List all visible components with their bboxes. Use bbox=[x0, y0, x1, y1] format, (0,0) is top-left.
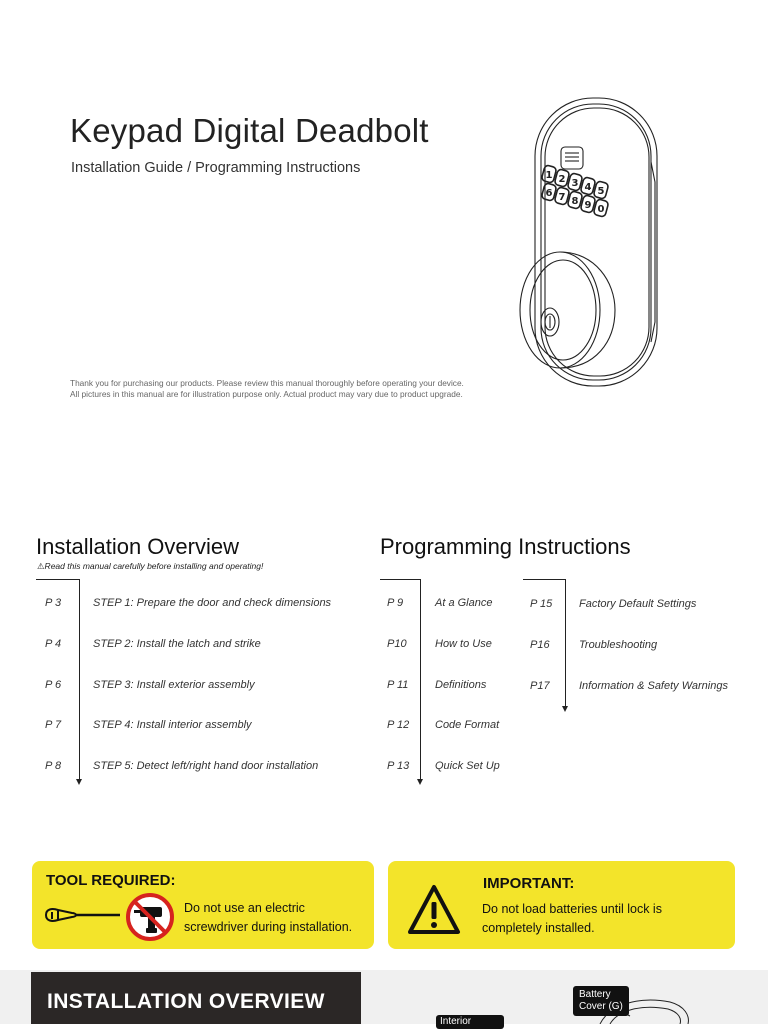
keypad-button-label: 0 bbox=[597, 204, 605, 215]
no-electric-screwdriver-icon bbox=[124, 891, 176, 943]
toc-arrow-line bbox=[420, 579, 421, 780]
keypad-button-label: 3 bbox=[571, 178, 579, 189]
keypad-keys bbox=[541, 165, 609, 218]
keypad-button-label: 2 bbox=[558, 174, 566, 185]
toc-item-label: STEP 2: Install the latch and strike bbox=[93, 637, 261, 650]
page-subtitle: Installation Guide / Programming Instructions bbox=[71, 160, 361, 176]
toc-page-number: P 9 bbox=[387, 597, 404, 609]
important-title: IMPORTANT: bbox=[483, 875, 575, 892]
toc-page-number: P16 bbox=[530, 638, 550, 651]
thank-you-line-2: All pictures in this manual are for illustration purpose only. Actual product may vary due to product upgrade. bbox=[70, 388, 463, 399]
battery-cover-callout bbox=[573, 986, 629, 1016]
toc-page-number: P 6 bbox=[45, 678, 62, 691]
keypad-button-label: 7 bbox=[558, 192, 566, 203]
read-manual-warning: ⚠Read this manual carefully before installing and operating! bbox=[37, 561, 264, 571]
page-title: Keypad Digital Deadbolt bbox=[70, 112, 429, 149]
installation-overview-heading: Installation Overview bbox=[36, 534, 239, 559]
thank-you-note bbox=[70, 378, 464, 399]
tool-required-box bbox=[32, 861, 374, 949]
toc-bracket-top bbox=[523, 579, 565, 580]
battery-cover-callout-line-1: Battery bbox=[579, 989, 611, 1000]
battery-cover-callout-line-2: Cover (G) bbox=[579, 1001, 623, 1012]
keypad-button-label: 9 bbox=[584, 200, 592, 211]
toc-page-number: P 7 bbox=[45, 719, 62, 732]
toc-page-number: P 4 bbox=[45, 637, 62, 650]
keypad-button-label: 4 bbox=[584, 182, 592, 193]
toc-item-label: Definitions bbox=[435, 678, 487, 691]
toc-page-number: P 8 bbox=[45, 760, 62, 773]
tool-warning-line-1: Do not use an electric bbox=[184, 901, 305, 915]
important-text bbox=[482, 900, 662, 938]
important-line-1: Do not load batteries until lock is bbox=[482, 902, 662, 916]
toc-page-number: P 15 bbox=[530, 598, 553, 610]
toc-bracket-top bbox=[380, 579, 420, 580]
toc-item-label: Factory Default Settings bbox=[579, 598, 697, 610]
toc-item-label: STEP 5: Detect left/right hand door installation bbox=[93, 760, 319, 773]
tool-warning-line-2: screwdriver during installation. bbox=[184, 920, 353, 934]
keypad-button-label: 1 bbox=[545, 170, 553, 181]
toc-page-number: P10 bbox=[387, 637, 407, 650]
toc-page-number: P 11 bbox=[387, 678, 409, 691]
keypad-button-label: 8 bbox=[571, 196, 579, 207]
tool-warning-text bbox=[184, 899, 352, 937]
important-box bbox=[388, 861, 735, 949]
warning-triangle-icon bbox=[406, 883, 462, 937]
toc-item-label: STEP 3: Install exterior assembly bbox=[93, 678, 255, 691]
toc-item-label: Quick Set Up bbox=[435, 760, 500, 773]
programming-instructions-heading: Programming Instructions bbox=[380, 534, 631, 559]
important-line-2: completely installed. bbox=[482, 921, 595, 935]
toc-page-number: P 3 bbox=[45, 597, 62, 609]
toc-arrow-line bbox=[79, 579, 80, 780]
interior-callout: Interior bbox=[436, 1015, 504, 1029]
toc-item-label: STEP 1: Prepare the door and check dimensions bbox=[93, 597, 332, 609]
toc-item-label: At a Glance bbox=[435, 597, 493, 609]
toc-item-label: Troubleshooting bbox=[579, 638, 658, 651]
tool-required-title: TOOL REQUIRED: bbox=[46, 872, 176, 889]
toc-page-number: P17 bbox=[530, 679, 550, 692]
keypad-button-label: 6 bbox=[545, 188, 553, 199]
toc-item-label: How to Use bbox=[435, 637, 492, 650]
toc-item-label: STEP 4: Install interior assembly bbox=[93, 719, 252, 732]
installation-overview-banner-text: INSTALLATION OVERVIEW bbox=[47, 990, 325, 1013]
toc-bracket-top bbox=[36, 579, 79, 580]
toc-arrow-line bbox=[565, 579, 566, 707]
deadbolt-lock-illustration bbox=[515, 92, 665, 392]
toc-page-number: P 13 bbox=[387, 760, 410, 773]
toc-item-label: Code Format bbox=[435, 719, 500, 732]
thank-you-line-1: Thank you for purchasing our products. Please review this manual thoroughly before operating your device. bbox=[70, 378, 464, 388]
toc-page-number: P 12 bbox=[387, 719, 410, 732]
keypad-button-label: 5 bbox=[597, 186, 605, 197]
toc-item-label: Information & Safety Warnings bbox=[579, 679, 728, 692]
